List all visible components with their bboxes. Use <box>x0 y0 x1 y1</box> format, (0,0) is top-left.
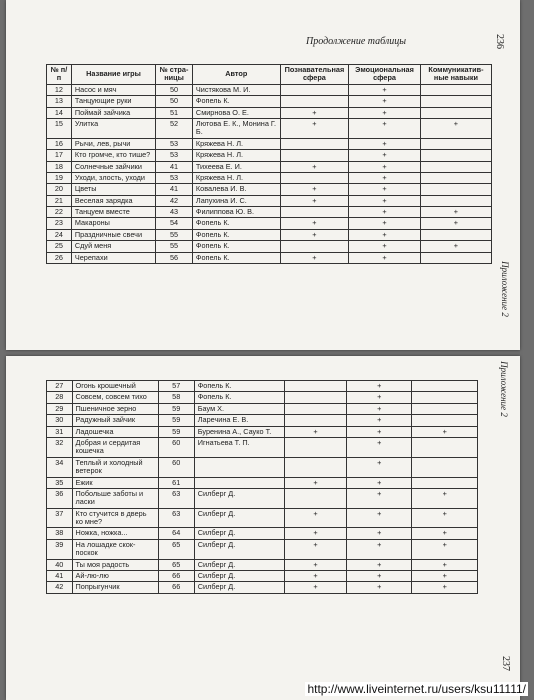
game-name-cell: Попрыгунчик <box>72 582 158 593</box>
game-name-cell: Ты моя радость <box>72 559 158 570</box>
game-name-cell: Ножка, ножка... <box>72 528 158 539</box>
page-number-cell: 64 <box>158 528 194 539</box>
row-number-cell: 26 <box>47 252 72 263</box>
table-row <box>47 96 492 107</box>
row-number-cell: 40 <box>47 559 73 570</box>
game-name-cell: Огонь крошечный <box>72 381 158 392</box>
cognitive-sphere-cell <box>280 96 349 107</box>
table-header-row <box>47 65 492 85</box>
communication-skills-cell <box>420 252 491 263</box>
page-number-cell: 59 <box>158 415 194 426</box>
table-row <box>47 477 478 488</box>
communication-skills-cell <box>420 184 491 195</box>
communication-skills-cell: + <box>412 528 478 539</box>
cognitive-sphere-cell: + <box>280 184 349 195</box>
games-table-bottom <box>46 380 478 594</box>
communication-skills-cell <box>412 457 478 477</box>
cognitive-sphere-cell: + <box>280 252 349 263</box>
cognitive-sphere-cell <box>285 403 347 414</box>
game-name-cell: Цветы <box>71 184 155 195</box>
author-cell: Игнатьева Т. П. <box>194 437 284 457</box>
communication-skills-cell <box>420 161 491 172</box>
page-number-cell: 63 <box>158 508 194 528</box>
communication-skills-cell: + <box>412 426 478 437</box>
communication-skills-cell <box>412 477 478 488</box>
column-header: Познавательная сфера <box>280 65 349 85</box>
emotional-sphere-cell: + <box>349 138 421 149</box>
cognitive-sphere-cell <box>285 488 347 508</box>
game-name-cell: Уходи, злость, уходи <box>71 172 155 183</box>
emotional-sphere-cell: + <box>347 457 412 477</box>
author-cell: Ларечина Е. В. <box>194 415 284 426</box>
cognitive-sphere-cell <box>285 392 347 403</box>
cognitive-sphere-cell <box>280 207 349 218</box>
author-cell: Фопель К. <box>192 252 280 263</box>
author-cell: Силберг Д. <box>194 528 284 539</box>
emotional-sphere-cell: + <box>349 241 421 252</box>
page-number-cell: 63 <box>158 488 194 508</box>
table-row <box>47 207 492 218</box>
page-number-cell: 60 <box>158 437 194 457</box>
game-name-cell: Сдуй меня <box>71 241 155 252</box>
communication-skills-cell <box>412 381 478 392</box>
cognitive-sphere-cell: + <box>280 229 349 240</box>
author-cell: Ковалева И. В. <box>192 184 280 195</box>
table-row <box>47 252 492 263</box>
author-cell: Тихеева Е. И. <box>192 161 280 172</box>
row-number-cell: 42 <box>47 582 73 593</box>
row-number-cell: 17 <box>47 150 72 161</box>
page-number-cell: 54 <box>156 218 193 229</box>
communication-skills-cell: + <box>412 508 478 528</box>
author-cell <box>194 457 284 477</box>
page-number-cell: 53 <box>156 172 193 183</box>
game-name-cell: Улитка <box>71 118 155 138</box>
table-row <box>47 218 492 229</box>
emotional-sphere-cell: + <box>349 172 421 183</box>
table-row <box>47 571 478 582</box>
row-number-cell: 21 <box>47 195 72 206</box>
table-row <box>47 559 478 570</box>
communication-skills-cell: + <box>420 118 491 138</box>
page-number-cell: 66 <box>158 582 194 593</box>
table-row <box>47 172 492 183</box>
author-cell: Кряжева Н. Л. <box>192 172 280 183</box>
column-header: Коммуникатив-ные навыки <box>420 65 491 85</box>
emotional-sphere-cell: + <box>349 107 421 118</box>
communication-skills-cell <box>412 392 478 403</box>
page-number-cell: 57 <box>158 381 194 392</box>
emotional-sphere-cell: + <box>349 218 421 229</box>
column-header: Эмоциональная сфера <box>349 65 421 85</box>
row-number-cell: 28 <box>47 392 73 403</box>
row-number-cell: 25 <box>47 241 72 252</box>
column-header: Название игры <box>71 65 155 85</box>
author-cell: Лапухина И. С. <box>192 195 280 206</box>
communication-skills-cell: + <box>412 559 478 570</box>
emotional-sphere-cell: + <box>349 118 421 138</box>
column-header: № п/п <box>47 65 72 85</box>
emotional-sphere-cell: + <box>349 252 421 263</box>
page-number-cell: 50 <box>156 96 193 107</box>
communication-skills-cell <box>420 229 491 240</box>
row-number-cell: 16 <box>47 138 72 149</box>
page-number-cell: 58 <box>158 392 194 403</box>
table-row <box>47 392 478 403</box>
row-number-cell: 32 <box>47 437 73 457</box>
row-number-cell: 29 <box>47 403 73 414</box>
cognitive-sphere-cell: + <box>280 118 349 138</box>
game-name-cell: Теплый и холодный ветерок <box>72 457 158 477</box>
cognitive-sphere-cell: + <box>285 559 347 570</box>
table-row <box>47 84 492 95</box>
page-number-cell: 61 <box>158 477 194 488</box>
game-name-cell: Черепахи <box>71 252 155 263</box>
game-name-cell: Совсем, совсем тихо <box>72 392 158 403</box>
table-row <box>47 539 478 559</box>
table-row <box>47 528 478 539</box>
watermark-url: http://www.liveinternet.ru/users/ksu11111/ <box>307 682 526 696</box>
table-row <box>47 138 492 149</box>
communication-skills-cell <box>420 195 491 206</box>
bottom-page <box>6 356 520 700</box>
row-number-cell: 24 <box>47 229 72 240</box>
emotional-sphere-cell: + <box>349 207 421 218</box>
table-row <box>47 426 478 437</box>
communication-skills-cell <box>420 150 491 161</box>
game-name-cell: Поймай зайчика <box>71 107 155 118</box>
cognitive-sphere-cell <box>285 415 347 426</box>
game-name-cell: Праздничные свечи <box>71 229 155 240</box>
game-name-cell: Насос и мяч <box>71 84 155 95</box>
page-number-cell: 53 <box>156 138 193 149</box>
emotional-sphere-cell: + <box>347 571 412 582</box>
author-cell: Силберг Д. <box>194 508 284 528</box>
author-cell: Буренина А., Сауко Т. <box>194 426 284 437</box>
communication-skills-cell: + <box>420 241 491 252</box>
row-number-cell: 34 <box>47 457 73 477</box>
row-number-cell: 31 <box>47 426 73 437</box>
game-name-cell: Побольше заботы и ласки <box>72 488 158 508</box>
page-number-cell: 50 <box>156 84 193 95</box>
table-row <box>47 241 492 252</box>
game-name-cell: Ладошечка <box>72 426 158 437</box>
row-number-cell: 37 <box>47 508 73 528</box>
author-cell: Фопель К. <box>192 218 280 229</box>
game-name-cell: Кто громче, кто тише? <box>71 150 155 161</box>
emotional-sphere-cell: + <box>349 96 421 107</box>
appendix-side-label-bottom: Приложение 2 <box>498 361 509 417</box>
page-number-cell: 60 <box>158 457 194 477</box>
page-number-cell: 56 <box>156 252 193 263</box>
emotional-sphere-cell: + <box>347 381 412 392</box>
games-table-top <box>46 64 492 264</box>
author-cell: Лютова Е. К., Монина Г. Б. <box>192 118 280 138</box>
game-name-cell: Ай-лю-лю <box>72 571 158 582</box>
row-number-cell: 23 <box>47 218 72 229</box>
emotional-sphere-cell: + <box>349 84 421 95</box>
emotional-sphere-cell: + <box>349 184 421 195</box>
game-name-cell: Добрая и сердитая кошечка <box>72 437 158 457</box>
table-row <box>47 118 492 138</box>
page-number-cell: 51 <box>156 107 193 118</box>
game-name-cell: Танцующие руки <box>71 96 155 107</box>
table-row <box>47 508 478 528</box>
emotional-sphere-cell: + <box>349 229 421 240</box>
table-continuation-header: Продолжение таблицы <box>306 36 407 47</box>
emotional-sphere-cell: + <box>347 528 412 539</box>
page-number-cell: 55 <box>156 229 193 240</box>
page-number-cell: 59 <box>158 403 194 414</box>
cognitive-sphere-cell <box>280 138 349 149</box>
communication-skills-cell <box>420 84 491 95</box>
cognitive-sphere-cell: + <box>285 426 347 437</box>
table-row <box>47 229 492 240</box>
table-row <box>47 582 478 593</box>
emotional-sphere-cell: + <box>347 392 412 403</box>
appendix-side-label-top: Приложение 2 <box>499 261 510 317</box>
page-number-cell: 52 <box>156 118 193 138</box>
communication-skills-cell: + <box>420 207 491 218</box>
cognitive-sphere-cell: + <box>285 528 347 539</box>
page-number-cell: 42 <box>156 195 193 206</box>
row-number-cell: 38 <box>47 528 73 539</box>
communication-skills-cell: + <box>412 582 478 593</box>
cognitive-sphere-cell <box>285 437 347 457</box>
row-number-cell: 30 <box>47 415 73 426</box>
communication-skills-cell: + <box>412 571 478 582</box>
author-cell <box>194 477 284 488</box>
game-name-cell: Солнечные зайчики <box>71 161 155 172</box>
table-row <box>47 457 478 477</box>
author-cell: Чистякова М. И. <box>192 84 280 95</box>
emotional-sphere-cell: + <box>347 539 412 559</box>
row-number-cell: 15 <box>47 118 72 138</box>
emotional-sphere-cell: + <box>347 582 412 593</box>
cognitive-sphere-cell: + <box>280 161 349 172</box>
cognitive-sphere-cell <box>280 150 349 161</box>
game-name-cell: Пшеничное зерно <box>72 403 158 414</box>
game-name-cell: Макароны <box>71 218 155 229</box>
row-number-cell: 22 <box>47 207 72 218</box>
table-row <box>47 437 478 457</box>
row-number-cell: 27 <box>47 381 73 392</box>
author-cell: Фопель К. <box>194 381 284 392</box>
communication-skills-cell <box>412 415 478 426</box>
page-number-cell: 65 <box>158 539 194 559</box>
table-row <box>47 107 492 118</box>
page-number-cell: 55 <box>156 241 193 252</box>
row-number-cell: 19 <box>47 172 72 183</box>
top-page <box>6 0 520 350</box>
row-number-cell: 18 <box>47 161 72 172</box>
author-cell: Фопель К. <box>194 392 284 403</box>
table-row <box>47 184 492 195</box>
communication-skills-cell <box>420 138 491 149</box>
author-cell: Филиппова Ю. В. <box>192 207 280 218</box>
page-number-cell: 41 <box>156 184 193 195</box>
communication-skills-cell: + <box>412 539 478 559</box>
communication-skills-cell <box>420 96 491 107</box>
emotional-sphere-cell: + <box>349 195 421 206</box>
page-number-cell: 41 <box>156 161 193 172</box>
table-row <box>47 381 478 392</box>
emotional-sphere-cell: + <box>349 150 421 161</box>
cognitive-sphere-cell <box>280 172 349 183</box>
table-row <box>47 195 492 206</box>
table-row <box>47 150 492 161</box>
page-number-bottom: 237 <box>500 656 511 671</box>
game-name-cell: Рычи, лев, рычи <box>71 138 155 149</box>
row-number-cell: 13 <box>47 96 72 107</box>
author-cell: Баум Х. <box>194 403 284 414</box>
cognitive-sphere-cell: + <box>285 508 347 528</box>
cognitive-sphere-cell <box>285 457 347 477</box>
communication-skills-cell <box>420 172 491 183</box>
author-cell: Кряжева Н. Л. <box>192 138 280 149</box>
cognitive-sphere-cell: + <box>280 218 349 229</box>
emotional-sphere-cell: + <box>347 488 412 508</box>
row-number-cell: 14 <box>47 107 72 118</box>
page-number-cell: 66 <box>158 571 194 582</box>
game-name-cell: Кто стучится в дверь ко мне? <box>72 508 158 528</box>
author-cell: Фопель К. <box>192 229 280 240</box>
author-cell: Силберг Д. <box>194 582 284 593</box>
page-number-cell: 65 <box>158 559 194 570</box>
communication-skills-cell: + <box>412 488 478 508</box>
communication-skills-cell <box>412 437 478 457</box>
author-cell: Кряжева Н. Л. <box>192 150 280 161</box>
row-number-cell: 12 <box>47 84 72 95</box>
table-row <box>47 488 478 508</box>
cognitive-sphere-cell: + <box>285 571 347 582</box>
page-number-cell: 43 <box>156 207 193 218</box>
cognitive-sphere-cell: + <box>280 107 349 118</box>
author-cell: Силберг Д. <box>194 488 284 508</box>
cognitive-sphere-cell <box>280 84 349 95</box>
row-number-cell: 35 <box>47 477 73 488</box>
game-name-cell: На лошадке скок-поскок <box>72 539 158 559</box>
cognitive-sphere-cell <box>285 381 347 392</box>
author-cell: Смирнова О. Е. <box>192 107 280 118</box>
table-row <box>47 161 492 172</box>
cognitive-sphere-cell: + <box>285 477 347 488</box>
cognitive-sphere-cell: + <box>280 195 349 206</box>
author-cell: Силберг Д. <box>194 539 284 559</box>
emotional-sphere-cell: + <box>347 437 412 457</box>
page-number-cell: 53 <box>156 150 193 161</box>
communication-skills-cell <box>412 403 478 414</box>
row-number-cell: 36 <box>47 488 73 508</box>
row-number-cell: 39 <box>47 539 73 559</box>
communication-skills-cell <box>420 107 491 118</box>
table-row <box>47 403 478 414</box>
communication-skills-cell: + <box>420 218 491 229</box>
author-cell: Фопель К. <box>192 241 280 252</box>
author-cell: Силберг Д. <box>194 571 284 582</box>
emotional-sphere-cell: + <box>349 161 421 172</box>
game-name-cell: Ежик <box>72 477 158 488</box>
table-row <box>47 415 478 426</box>
column-header: Автор <box>192 65 280 85</box>
author-cell: Силберг Д. <box>194 559 284 570</box>
emotional-sphere-cell: + <box>347 403 412 414</box>
column-header: № стра-ницы <box>156 65 193 85</box>
game-name-cell: Радужный зайчик <box>72 415 158 426</box>
game-name-cell: Веселая зарядка <box>71 195 155 206</box>
emotional-sphere-cell: + <box>347 415 412 426</box>
game-name-cell: Танцуем вместе <box>71 207 155 218</box>
emotional-sphere-cell: + <box>347 477 412 488</box>
cognitive-sphere-cell <box>280 241 349 252</box>
author-cell: Фопель К. <box>192 96 280 107</box>
row-number-cell: 20 <box>47 184 72 195</box>
row-number-cell: 41 <box>47 571 73 582</box>
cognitive-sphere-cell: + <box>285 539 347 559</box>
emotional-sphere-cell: + <box>347 426 412 437</box>
page-number-cell: 59 <box>158 426 194 437</box>
emotional-sphere-cell: + <box>347 559 412 570</box>
emotional-sphere-cell: + <box>347 508 412 528</box>
page-number-top: 236 <box>494 34 505 49</box>
cognitive-sphere-cell: + <box>285 582 347 593</box>
